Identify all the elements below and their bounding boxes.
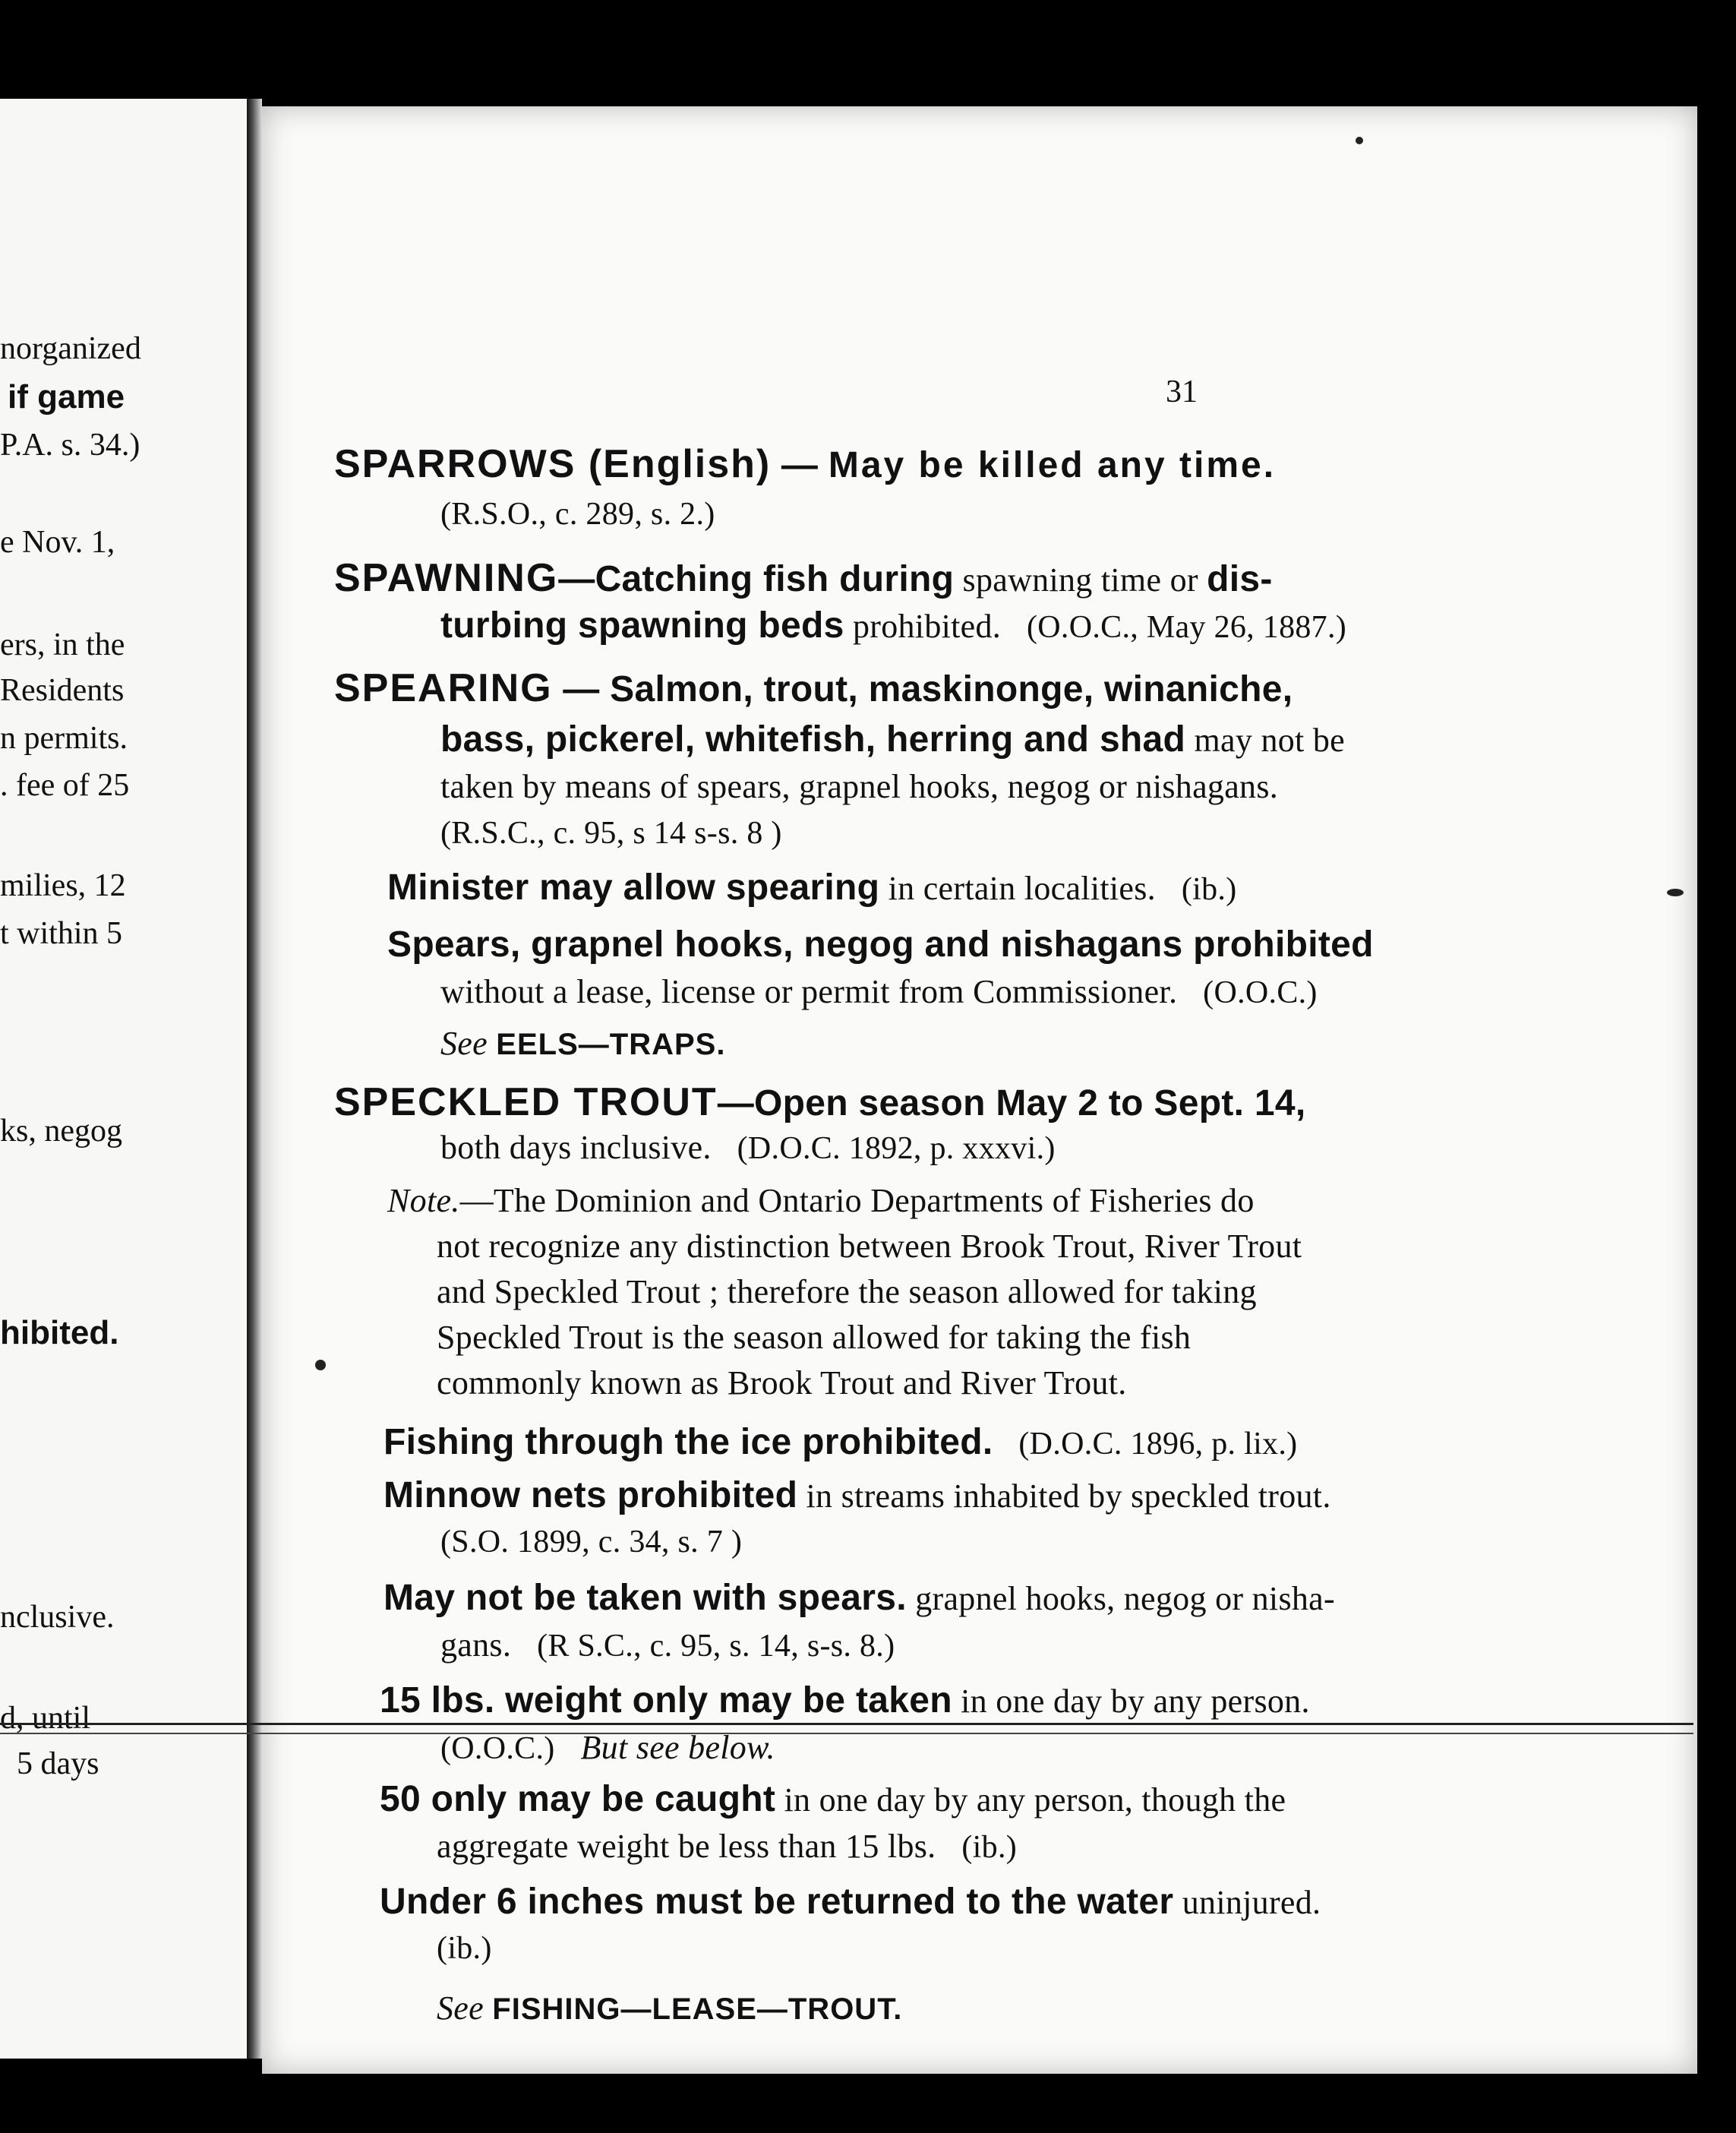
note-line: Note.—The Dominion and Ontario Departments of Fisheries do — [387, 1182, 1255, 1219]
spearing-spears: Spears, grapnel hooks, negog and nishagans prohibited — [387, 924, 1374, 965]
note-label: Note. — [387, 1182, 460, 1219]
entry-heading: SPAWNING — [334, 556, 559, 600]
rule-spears: May not be taken with spears. grapnel hooks, negog or nisha- — [383, 1578, 1335, 1618]
rule-weight: 15 lbs. weight only may be taken in one day by any person. — [380, 1680, 1310, 1721]
reference: (D.O.C. 1896, p. lix.) — [1018, 1427, 1298, 1462]
rule-spears-cont: gans. (R S.C., c. 95, s. 14, s-s. 8.) — [440, 1626, 895, 1664]
cross-reference: See FISHING—LEASE—TROUT. — [437, 1989, 903, 2027]
reference: (D.O.C. 1892, p. xxxvi.) — [737, 1131, 1056, 1166]
rule-fifty-cont: aggregate weight be less than 15 lbs. (ib.) — [437, 1828, 1018, 1865]
entry-spearing: SPEARING — Salmon, trout, maskinonge, winaniche, — [334, 666, 1293, 710]
left-page-line: ks, negog — [0, 1114, 122, 1149]
scan-speck — [1356, 137, 1363, 144]
page-number: 31 — [1166, 374, 1198, 409]
rule-ice: Fishing through the ice prohibited. (D.O.C. 1896, p. lix.) — [383, 1422, 1298, 1462]
fold-line — [0, 1723, 1693, 1734]
note-line: and Speckled Trout ; therefore the season allowed for taking — [437, 1273, 1257, 1310]
entry-heading: SPEARING — [334, 666, 553, 710]
left-page-line: n permits. — [0, 721, 128, 756]
spearing-minister: Minister may allow spearing in certain localities. (ib.) — [387, 867, 1237, 908]
reference: (O.O.C.) — [440, 1731, 555, 1766]
left-page-line: milies, 12 — [0, 868, 126, 903]
reference: (S.O. 1899, c. 34, s. 7 ) — [440, 1525, 743, 1559]
rule-under: Under 6 inches must be returned to the water uninjured. — [380, 1882, 1321, 1922]
left-page-line: ers, in the — [0, 627, 125, 662]
left-page-line: P.A. s. 34.) — [0, 428, 140, 463]
entry-spearing-cont: bass, pickerel, whitefish, herring and shad may not be — [440, 719, 1345, 760]
right-page — [262, 106, 1697, 2074]
left-page-line: . fee of 25 — [0, 768, 130, 803]
left-page-line: e Nov. 1, — [0, 525, 115, 560]
spearing-spears-cont: without a lease, license or permit from Commissioner. (O.O.C.) — [440, 973, 1318, 1010]
reference: (O.O.C., May 26, 1887.) — [1027, 610, 1347, 645]
rule-minnow: Minnow nets prohibited in streams inhabited by speckled trout. — [383, 1475, 1331, 1515]
note-line: Speckled Trout is the season allowed for taking the fish — [437, 1319, 1192, 1356]
reference: (ib.) — [1181, 872, 1237, 907]
book-gutter — [247, 99, 262, 2059]
entry-speckled-trout: SPECKLED TROUT—Open season May 2 to Sept. 14, — [334, 1080, 1306, 1124]
reference: (O.O.C.) — [1203, 975, 1318, 1010]
entry-sparrows: SPARROWS (English) — May be killed any time. — [334, 442, 1277, 486]
left-page-line: d, until — [0, 1701, 91, 1736]
cross-reference: See EELS—TRAPS. — [440, 1025, 726, 1062]
rule-fifty: 50 only may be caught in one day by any person, though the — [380, 1779, 1286, 1819]
entry-spawning: SPAWNING—Catching fish during spawning time or dis- — [334, 556, 1273, 600]
scan-speck — [1667, 889, 1684, 896]
entry-heading: SPARROWS (English) — [334, 442, 772, 486]
left-page-line: Residents — [0, 673, 125, 708]
left-page-line: t within 5 — [0, 916, 123, 951]
note-line: commonly known as Brook Trout and River Trout. — [437, 1364, 1127, 1401]
reference: (ib.) — [961, 1830, 1018, 1865]
reference: (R.S.O., c. 289, s. 2.) — [440, 497, 715, 532]
reference: (ib.) — [437, 1931, 492, 1966]
entry-heading: SPECKLED TROUT — [334, 1080, 718, 1124]
left-page-line: hibited. — [0, 1314, 119, 1351]
entry-spawning-cont: turbing spawning beds prohibited. (O.O.C., May 26, 1887.) — [440, 605, 1347, 646]
scan-speck — [315, 1360, 326, 1370]
left-page — [0, 99, 247, 2059]
reference: (R S.C., c. 95, s. 14, s-s. 8.) — [537, 1629, 895, 1664]
reference: (R.S.C., c. 95, s 14 s-s. 8 ) — [440, 816, 782, 851]
left-page-line: nclusive. — [0, 1600, 115, 1635]
left-page-line: norganized — [0, 331, 141, 366]
entry-speckled-trout-cont: both days inclusive. (D.O.C. 1892, p. xxxvi.) — [440, 1129, 1056, 1166]
entry-spearing-cont: taken by means of spears, grapnel hooks, negog or nishagans. — [440, 768, 1279, 805]
note-line: not recognize any distinction between Brook Trout, River Trout — [437, 1228, 1302, 1265]
rule-weight-cont: (O.O.C.) But see below. — [440, 1729, 775, 1766]
left-page-line: 5 days — [17, 1746, 99, 1781]
left-page-line: if game — [8, 378, 125, 416]
